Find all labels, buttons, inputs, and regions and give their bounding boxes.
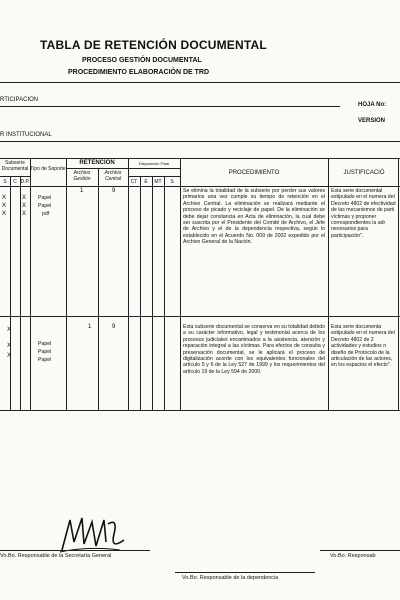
row1-mark-2: X	[2, 203, 7, 209]
header-rule-1	[0, 106, 340, 107]
col-line-10	[398, 158, 399, 410]
s-header: S	[3, 179, 7, 185]
institucional-label: R INSTITUCIONAL	[0, 132, 52, 138]
row2-procedimiento: Esta subserie documental se conserva en su totalidad debido a su carácter informativo, legal y testimonial acerca de los procesos judiciales encaminados a la asistencia, atención y reparación integral a las víctimas. Para efectos de consulta y preservación documental, se le aplicará el proceso de digitalización acorde con los equivalentes funcionales del artículo 5 y 6 de la Ley 527 de 1999 y los requerimientos del artículo 19 de la Ley 594 de 2000.	[183, 324, 325, 375]
row1-procedimiento: Se elimina la totalidad de la subserie por perder sus valores primarios una vez cumple su tiempo de retención en el Archivo Central. La eliminación se realizará mediante el proceso de picado y reciclaje de papel. De la eliminación se debe dejar constancia en Acta de eliminación, la cual debe ser suscrita por el Presidente del Comité de Archivo, el Jefe de Archivo y el de la dependencia respectiva, según lo establecido en el Acuerdo No. 009 de 2002 expedido por el Archivo General de la Nación.	[183, 188, 325, 246]
table-bottom-rule	[0, 410, 400, 411]
row1-gestion: 1	[80, 188, 84, 194]
sel-header: S	[170, 179, 174, 185]
tipo-soporte-header: Tipo de Soporte	[30, 166, 66, 172]
row2-mark-2: X	[7, 343, 12, 349]
e-header: E	[144, 179, 148, 185]
participacion-label: RTICIPACION	[0, 97, 39, 103]
page-title: TABLA DE RETENCIÓN DOCUMENTAL	[40, 38, 267, 52]
col-line-9	[328, 158, 329, 410]
table-top-rule	[0, 158, 400, 159]
sub-header-rule-left	[0, 176, 30, 177]
mt-header: MT	[154, 179, 162, 185]
header-rule-top	[0, 82, 400, 83]
justificacion-header: JUSTIFICACIÓ	[343, 170, 385, 176]
sub-header-rule-ret	[66, 168, 128, 169]
footer-left-label: Vo.Bo. Responsable de la Secretaría General	[0, 553, 112, 559]
row1-soporte-2: Papel	[38, 203, 52, 209]
procedure-subtitle: PROCEDIMIENTO ELABORACIÓN DE TRD	[68, 69, 210, 76]
signature-line-right	[320, 550, 400, 551]
row1-mark2-3: X	[22, 211, 27, 217]
disposicion-final-header: Disposición Final	[138, 161, 170, 166]
row2-justificacion: Esta serie documenta estipulado en el numera del Decreto 4802 de 2 actividades y estudios n diseño de Protocolo de la articulación de las actores, en los espacios el efecto".	[331, 324, 395, 369]
procedimiento-header: PROCEDIMIENTO	[228, 170, 280, 176]
signature-line-center	[175, 572, 315, 573]
row2-soporte-2: Papel	[38, 349, 52, 355]
ct-header: CT	[130, 179, 138, 185]
row2-soporte-3: Papel	[38, 357, 52, 363]
footer-center-label: Vo.Bo. Responsable de la dependencia	[182, 575, 279, 581]
row1-central: 9	[112, 188, 116, 194]
col-line-2	[66, 158, 67, 410]
signature-line-left	[0, 550, 150, 551]
row1-justificacion: Esta serie documental estipulado en el numera del Decreto 4802 de efectividad de las mecanismos de parti víctimas y proponer correspondientes la adr necesarios para participación".	[331, 188, 396, 239]
col-line-6	[152, 176, 153, 410]
version-label: VERSION	[358, 118, 386, 124]
row1-soporte-3: pdf	[42, 211, 50, 217]
footer-right-label: Vo.Bo. Responsab	[330, 553, 376, 559]
sub-header-rule-disp	[128, 168, 180, 169]
table-header-bottom	[0, 186, 400, 187]
hoja-label: HOJA No:	[358, 102, 387, 108]
header-rule-2	[0, 141, 400, 142]
sub-header-rule-disp2	[128, 176, 180, 177]
row2-soporte-1: Papel	[38, 341, 52, 347]
retencion-header: RETENCION	[79, 160, 115, 166]
col-line-1	[30, 158, 31, 410]
row1-mark2-2: X	[22, 203, 27, 209]
row1-soporte-1: Papel	[38, 195, 52, 201]
row1-mark-3: X	[2, 211, 7, 217]
col-line-7	[164, 176, 165, 410]
c-header: C	[13, 179, 17, 185]
row2-mark-3: X	[7, 353, 12, 359]
col-line-4	[128, 158, 129, 410]
col-line-3	[98, 168, 99, 410]
row-divider	[0, 316, 400, 317]
row2-gestion: 1	[88, 324, 92, 330]
archivo-gestion-header: Archivo Gestión	[73, 170, 91, 182]
dp-header: D.P.	[20, 179, 30, 185]
col-line-8	[180, 158, 181, 410]
col-line-c	[20, 176, 21, 410]
process-subtitle: PROCESO GESTIÓN DOCUMENTAL	[82, 57, 202, 64]
row2-central: 9	[112, 324, 116, 330]
col-line-5	[140, 176, 141, 410]
row1-mark2-1: X	[22, 195, 27, 201]
row2-mark-1: X	[7, 327, 12, 333]
archivo-central-header: Archivo Central	[104, 170, 122, 182]
col-line-s	[10, 176, 11, 410]
subseries-header: Subserie Documental	[1, 160, 29, 172]
row1-mark-1: X	[2, 195, 7, 201]
